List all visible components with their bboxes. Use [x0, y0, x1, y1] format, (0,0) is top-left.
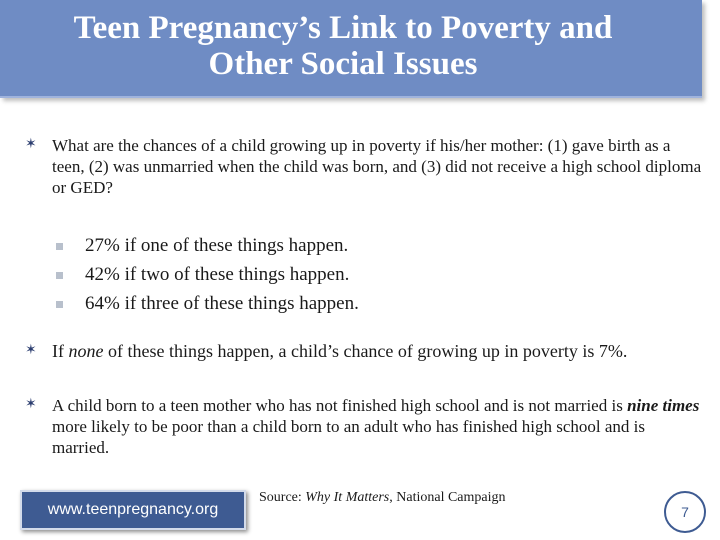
square-bullet-icon	[56, 272, 63, 279]
bullet-nine-times	[25, 395, 705, 458]
bullet-question	[25, 135, 705, 198]
star-bullet-icon: ✶	[25, 343, 37, 358]
bullet-text	[52, 395, 705, 458]
bullet-text-emphasis: none	[68, 341, 104, 361]
list-item-text: 42% if two of these things happen.	[85, 264, 350, 285]
bullet-text-part: of these things happen, a child’s chance of growing up in poverty is 7%.	[103, 341, 628, 361]
page-number-badge	[664, 491, 706, 533]
source-suffix: , National Campaign	[389, 490, 506, 505]
list-item-text: 64% if three of these things happen.	[85, 293, 359, 314]
list-item	[56, 231, 656, 260]
bullet-text	[52, 341, 705, 362]
bullet-text: What are the chances of a child growing up in poverty if his/her mother: (1) gave birth as a teen, (2) was unmarried when the child was born, and (3) did not receive a high school diploma or GED?	[52, 136, 702, 197]
slide-title	[0, 10, 686, 82]
bullet-none	[25, 341, 705, 362]
list-item	[56, 289, 656, 318]
bullet-text-part: more likely to be poor than a child born to an adult who has finished high school and is married.	[52, 417, 645, 457]
bullet-text-emphasis: nine times	[627, 396, 700, 415]
star-bullet-icon: ✶	[25, 137, 37, 152]
list-item	[56, 260, 656, 289]
square-bullet-icon	[56, 301, 63, 308]
bullet-text-part: If	[52, 341, 69, 361]
website-link-button[interactable]	[20, 490, 246, 530]
sub-list	[56, 231, 656, 318]
source-citation	[259, 490, 506, 506]
website-link-text[interactable]: www.teenpregnancy.org	[47, 501, 219, 518]
list-item-text: 27% if one of these things happen.	[85, 235, 349, 256]
star-bullet-icon: ✶	[25, 397, 37, 412]
source-prefix: Source:	[259, 490, 306, 505]
bullet-text-part: A child born to a teen mother who has not finished high school and is not married is	[52, 396, 628, 415]
source-title: Why It Matters	[305, 490, 390, 505]
page-number: 7	[681, 504, 689, 520]
square-bullet-icon	[56, 243, 63, 250]
title-line-1: Teen Pregnancy’s Link to Poverty and	[73, 10, 613, 46]
title-bar	[0, 0, 702, 98]
title-line-2: Other Social Issues	[208, 46, 478, 82]
